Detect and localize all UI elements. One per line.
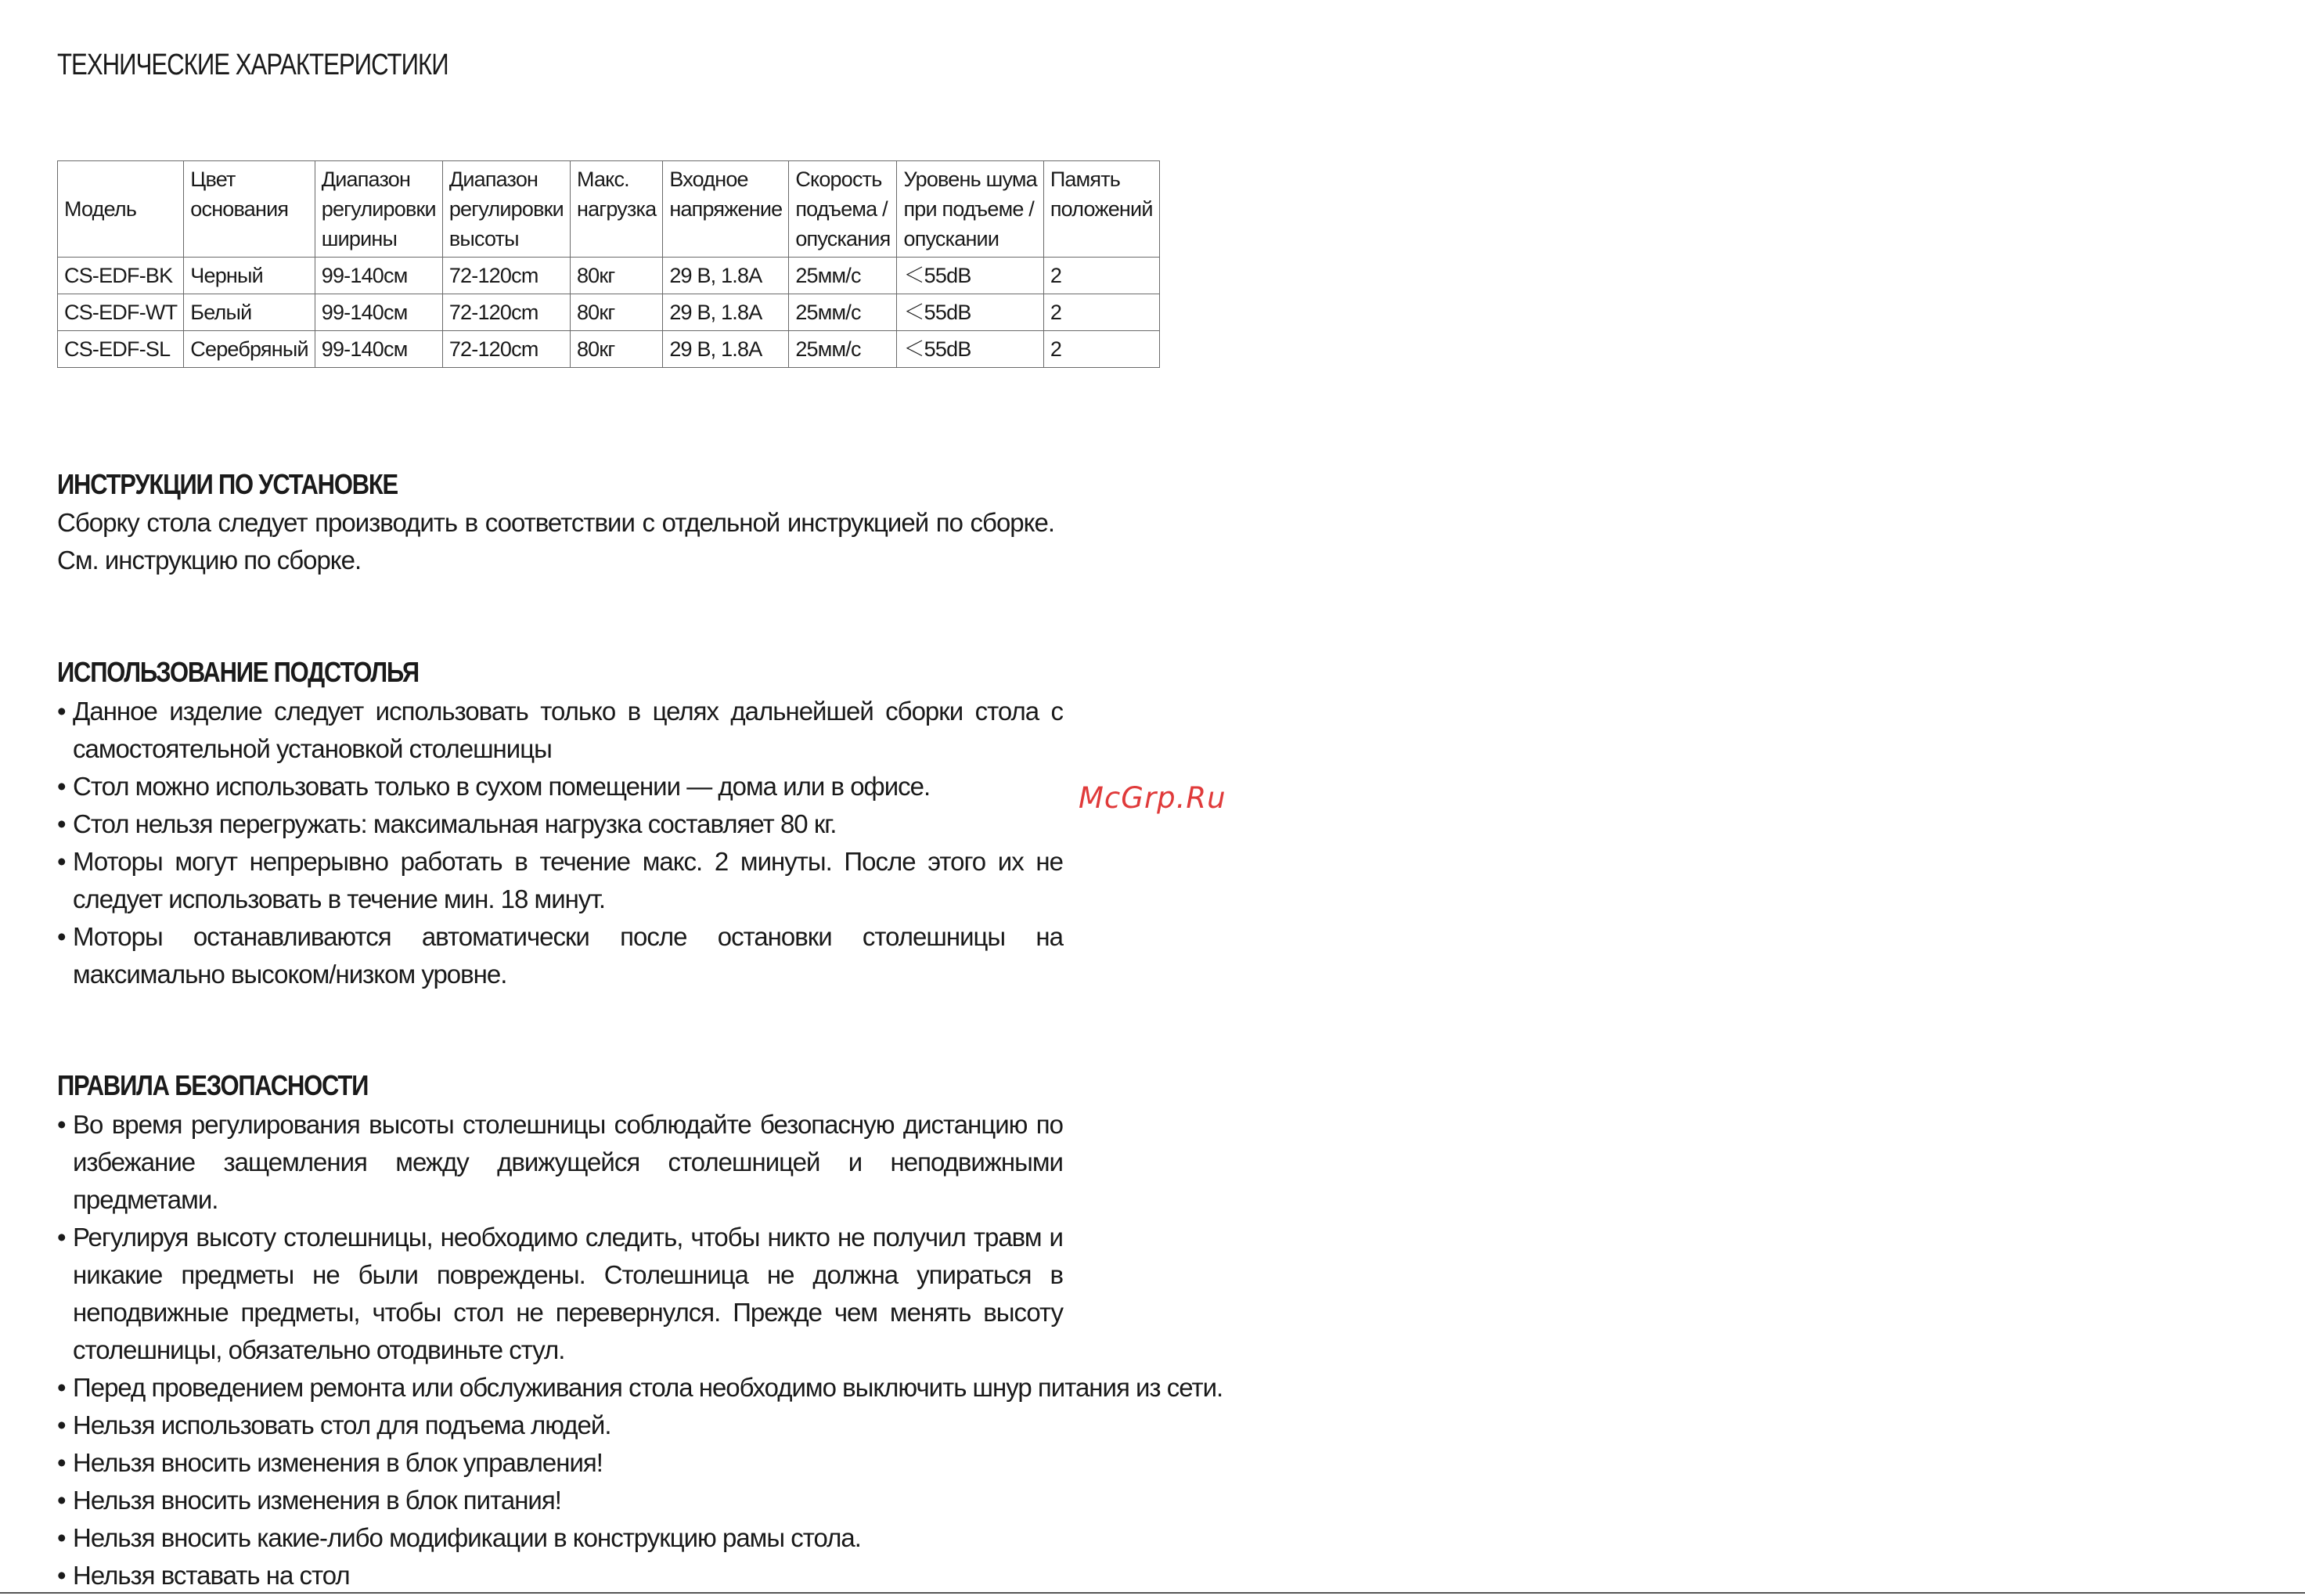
cell-width-range: 99-140см xyxy=(315,294,442,331)
cell-color: Серебряный xyxy=(184,331,315,368)
header-line: регулировки xyxy=(321,197,436,221)
header-voltage xyxy=(663,161,789,258)
list-item: • Регулируя высоту столешницы, необходимо следить, чтобы никто не получил травм и никакие предметы не были повреждены. Столешница не должна упираться в неподвижные предметы, чтобы стол не перевернулся. Прежде чем менять высоту столешницы, обязательно отодвиньте стул. xyxy=(57,1219,1063,1369)
header-line: опускании xyxy=(903,227,999,250)
list-item: • Стол нельзя перегружать: максимальная нагрузка составляет 80 кг. xyxy=(57,805,1063,843)
header-line: Макс. xyxy=(576,168,629,191)
cell-voltage: 29 В, 1.8A xyxy=(663,331,789,368)
cell-width-range: 99-140см xyxy=(315,331,442,368)
watermark: McGrp.Ru xyxy=(1079,781,1226,815)
install-heading: ИНСТРУКЦИИ ПО УСТАНОВКЕ xyxy=(57,468,398,500)
cell-model: CS-EDF-BK xyxy=(58,258,184,294)
spec-table xyxy=(57,160,1160,368)
cell-height-range: 72-120cm xyxy=(442,258,570,294)
header-line: высоты xyxy=(448,227,519,250)
install-text: Сборку стола следует производить в соответствии с отдельной инструкцией по сборке. См. инструкцию по сборке. xyxy=(57,508,1054,575)
header-line: Скорость xyxy=(795,168,882,191)
header-max-load xyxy=(570,161,662,258)
header-line: Уровень шума xyxy=(903,168,1037,191)
header-noise xyxy=(897,161,1043,258)
cell-model: CS-EDF-SL xyxy=(58,331,184,368)
list-item: • Во время регулирования высоты столешницы соблюдайте безопасную дистанцию по избежание защемления между движущейся столешницей и неподвижными предметами. xyxy=(57,1106,1063,1219)
header-spacer xyxy=(577,224,656,254)
header-line: Входное xyxy=(669,168,748,191)
cell-model: CS-EDF-WT xyxy=(58,294,184,331)
cell-max-load: 80кг xyxy=(570,331,662,368)
cell-height-range: 72-120cm xyxy=(442,331,570,368)
header-line: положений xyxy=(1050,197,1153,221)
table-row xyxy=(58,294,1160,331)
list-item: • Данное изделие следует использовать только в целях дальнейшей сборки стола с самостоятельной установкой столешницы xyxy=(57,693,1063,768)
header-line: опускания xyxy=(795,227,891,250)
cell-max-load: 80кг xyxy=(570,294,662,331)
header-width-range xyxy=(315,161,442,258)
list-item: • Нельзя использовать стол для подъема людей. xyxy=(57,1407,1063,1444)
table-row xyxy=(58,331,1160,368)
list-item: • Стол можно использовать только в сухом помещении — дома или в офисе. xyxy=(57,768,1063,805)
cell-memory: 2 xyxy=(1043,258,1159,294)
safety-list xyxy=(57,1106,1223,1594)
header-line: Модель xyxy=(64,197,137,221)
header-spacer xyxy=(1050,224,1153,254)
header-height-range xyxy=(442,161,570,258)
cell-noise: ＜55dB xyxy=(897,331,1043,368)
cell-speed: 25мм/с xyxy=(789,294,897,331)
header-line: Диапазон xyxy=(321,168,411,191)
list-item: • Нельзя вносить изменения в блок питания! xyxy=(57,1482,1063,1519)
safety-heading: ПРАВИЛА БЕЗОПАСНОСТИ xyxy=(57,1069,369,1101)
cell-speed: 25мм/с xyxy=(789,258,897,294)
cell-noise: ＜55dB xyxy=(897,258,1043,294)
bottom-divider xyxy=(0,1592,2305,1594)
header-line: Цвет xyxy=(190,168,236,191)
cell-max-load: 80кг xyxy=(570,258,662,294)
table-row xyxy=(58,258,1160,294)
cell-speed: 25мм/с xyxy=(789,331,897,368)
header-line: Память xyxy=(1050,168,1121,191)
header-line: регулировки xyxy=(448,197,564,221)
cell-width-range: 99-140см xyxy=(315,258,442,294)
header-line: Диапазон xyxy=(448,168,538,191)
cell-height-range: 72-120cm xyxy=(442,294,570,331)
header-memory xyxy=(1043,161,1159,258)
header-line: основания xyxy=(190,197,289,221)
usage-list xyxy=(57,693,1063,993)
header-line: ширины xyxy=(321,227,398,250)
header-line: напряжение xyxy=(669,197,783,221)
cell-color: Черный xyxy=(184,258,315,294)
cell-memory: 2 xyxy=(1043,331,1159,368)
spec-table-header-row xyxy=(58,161,1160,258)
cell-color: Белый xyxy=(184,294,315,331)
header-spacer xyxy=(669,224,782,254)
list-item: • Моторы останавливаются автоматически после остановки столешницы на максимально высоком/низком уровне. xyxy=(57,918,1063,993)
cell-memory: 2 xyxy=(1043,294,1159,331)
header-line: нагрузка xyxy=(576,197,657,221)
list-item: • Перед проведением ремонта или обслуживания стола необходимо выключить шнур питания из сети. xyxy=(57,1369,1063,1407)
list-item: • Моторы могут непрерывно работать в течение макс. 2 минуты. После этого их не следует использовать в течение мин. 18 минут. xyxy=(57,843,1063,918)
header-spacer xyxy=(190,224,308,254)
header-line: при подъеме / xyxy=(903,197,1034,221)
list-item: • Нельзя вносить какие-либо модификации в конструкцию рамы стола. xyxy=(57,1519,1063,1557)
cell-voltage: 29 В, 1.8A xyxy=(663,258,789,294)
cell-voltage: 29 В, 1.8A xyxy=(663,294,789,331)
page-title: ТЕХНИЧЕСКИЕ ХАРАКТЕРИСТИКИ xyxy=(57,49,448,81)
header-color xyxy=(184,161,315,258)
list-item: • Нельзя вносить изменения в блок управления! xyxy=(57,1444,1063,1482)
header-model xyxy=(58,161,184,258)
header-line: подъема / xyxy=(795,197,888,221)
list-item: • Нельзя вставать на стол xyxy=(57,1557,1063,1594)
usage-heading: ИСПОЛЬЗОВАНИЕ ПОДСТОЛЬЯ xyxy=(57,656,419,688)
header-speed xyxy=(789,161,897,258)
cell-noise: ＜55dB xyxy=(897,294,1043,331)
